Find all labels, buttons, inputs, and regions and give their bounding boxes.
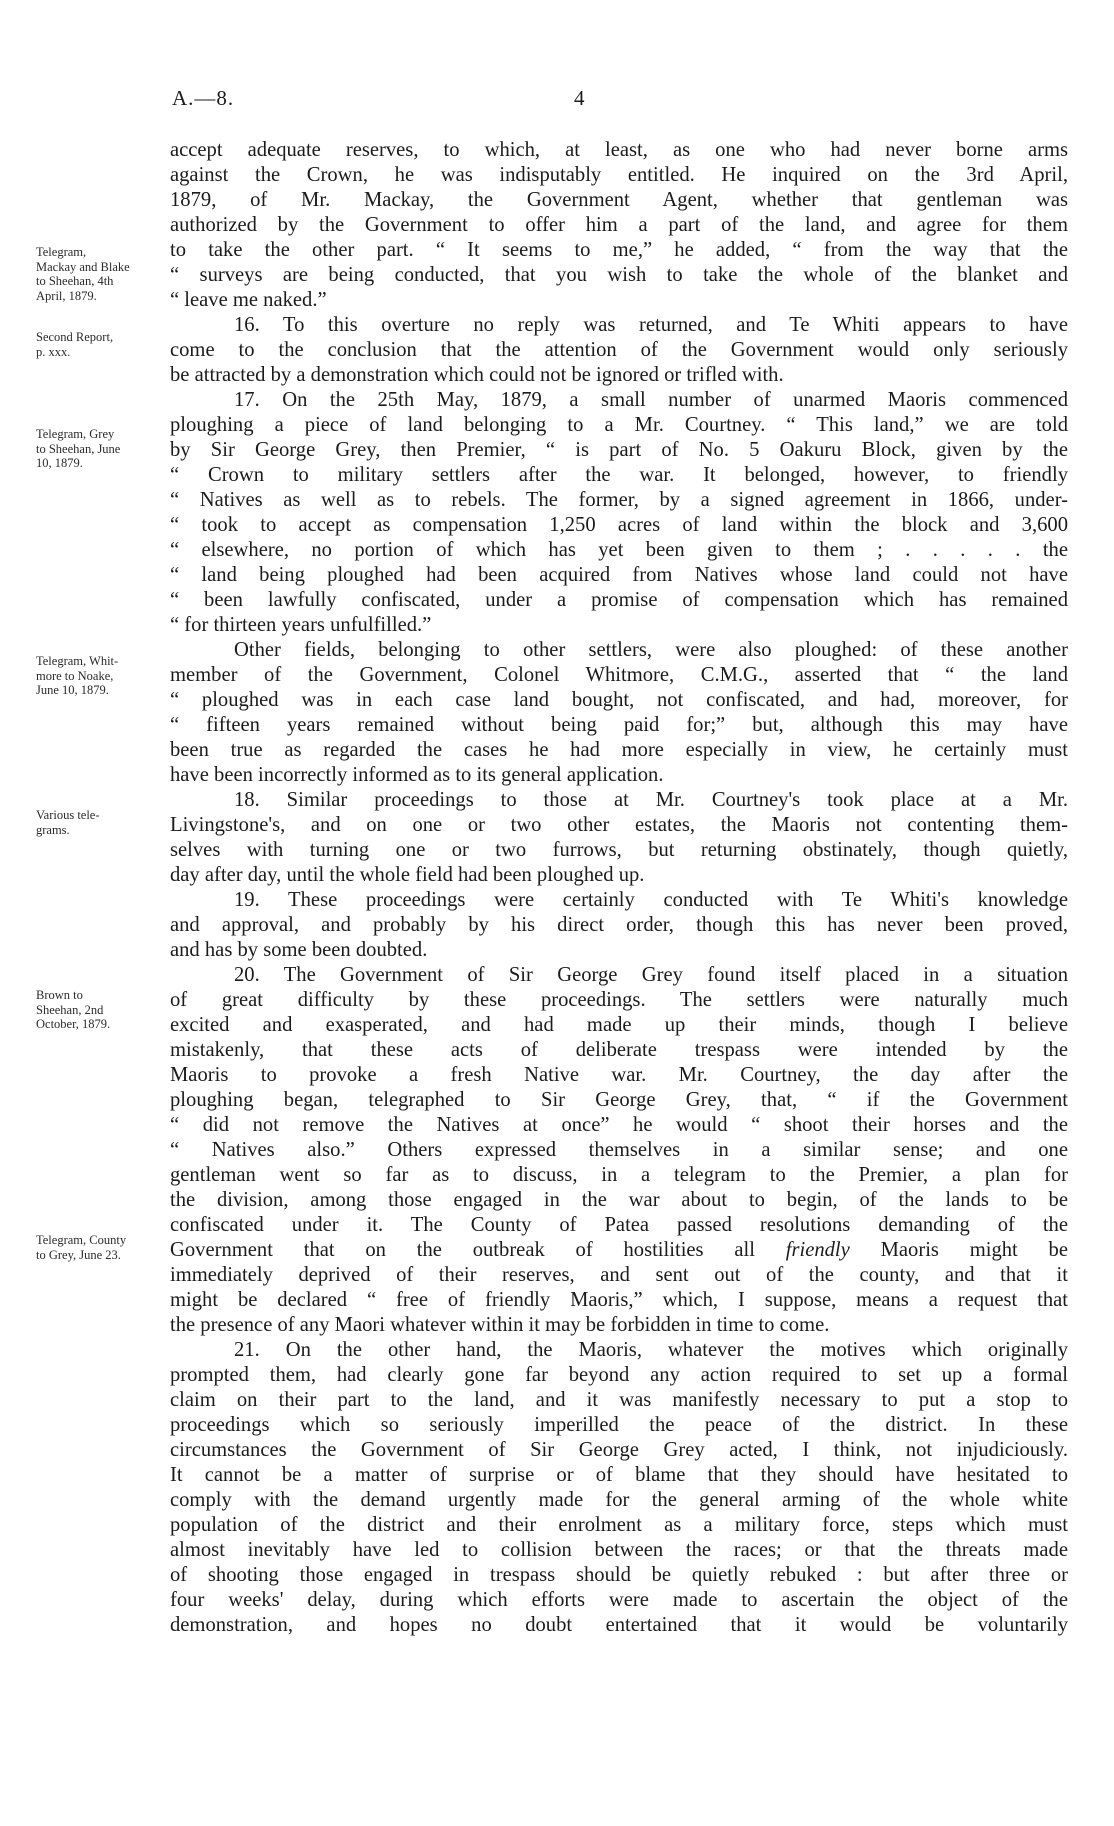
text-fragment: Maoris might be (880, 1239, 1068, 1261)
margin-note: Telegram, County to Grey, June 23. (36, 1233, 127, 1262)
text-line: 1879, of Mr. Mackay, the Government Agent, whether that gentleman was (170, 189, 1068, 211)
text-line: “ Natives as well as to rebels. The former, by a signed agreement in 1866, under- (170, 489, 1068, 511)
page-number: 4 (574, 86, 585, 110)
margin-note: Brown to Sheehan, 2nd October, 1879. (36, 988, 111, 1031)
text-line: comply with the demand urgently made for the general arming of the whole white (170, 1489, 1068, 1511)
text-line: confiscated under it. The County of Patea passed resolutions demanding of the (170, 1214, 1068, 1236)
text-line: have been incorrectly informed as to its general application. (170, 764, 664, 786)
text-line: day after day, until the whole field had been ploughed up. (170, 864, 645, 886)
text-line: “ took to accept as compensation 1,250 acres of land within the block and 3,600 (170, 514, 1068, 536)
text-line: authorized by the Government to offer him a part of the land, and agree for them (170, 214, 1068, 236)
page-header (0, 86, 1114, 116)
text-line-with-italic (170, 1238, 1068, 1263)
text-line: circumstances the Government of Sir George Grey acted, I think, not injudiciously. (170, 1439, 1068, 1461)
text-line: to take the other part. “ It seems to me,” he added, “ from the way that the (170, 239, 1068, 261)
text-line: ploughing began, telegraphed to Sir George Grey, that, “ if the Government (170, 1089, 1068, 1111)
text-line: against the Crown, he was indisputably entitled. He inquired on the 3rd April, (170, 164, 1068, 186)
margin-note: Second Report, p. xxx. (36, 330, 114, 359)
text-line: gentleman went so far as to discuss, in a telegram to the Premier, a plan for (170, 1164, 1068, 1186)
text-line: “ leave me naked.” (170, 289, 327, 311)
text-line: member of the Government, Colonel Whitmore, C.M.G., asserted that “ the land (170, 664, 1068, 686)
text-line: by Sir George Grey, then Premier, “ is part of No. 5 Oakuru Block, given by the (170, 439, 1068, 461)
italic-word: friendly (785, 1239, 850, 1261)
text-line (170, 1638, 1068, 1663)
text-line: “ fifteen years remained without being paid for;” but, although this may have (170, 714, 1068, 736)
text-line: and has by some been doubted. (170, 939, 428, 961)
text-line: It cannot be a matter of surprise or of blame that they should have hesitated to (170, 1464, 1068, 1486)
margin-note: Telegram, Whit- more to Noake, June 10, 1879. (36, 654, 119, 697)
text-line: “ Crown to military settlers after the war. It belonged, however, to friendly (170, 464, 1068, 486)
text-line: come to the conclusion that the attention of the Government would only seriously (170, 339, 1068, 361)
text-line: Maoris to provoke a fresh Native war. Mr. Courtney, the day after the (170, 1064, 1068, 1086)
text-line: and approval, and probably by his direct order, though this has never been proved, (170, 914, 1068, 936)
text-line: of shooting those engaged in trespass should be quietly rebuked : but after three or (170, 1564, 1068, 1586)
paragraph-18-start: 18. Similar proceedings to those at Mr. Courtney's took place at a Mr. (234, 789, 1068, 811)
text-line: prompted them, had clearly gone far beyond any action required to set up a formal (170, 1364, 1068, 1386)
text-line: Livingstone's, and on one or two other estates, the Maoris not contenting them- (170, 814, 1068, 836)
text-line: excited and exasperated, and had made up their minds, though I believe (170, 1014, 1068, 1036)
text-line: selves with turning one or two furrows, but returning obstinately, though quietly, (170, 839, 1068, 861)
text-line: might be declared “ free of friendly Maoris,” which, I suppose, means a request that (170, 1289, 1068, 1311)
text-line: accept adequate reserves, to which, at least, as one who had never borne arms (170, 139, 1068, 161)
document-reference: A.—8. (172, 86, 235, 110)
text-line: the presence of any Maori whatever within it may be forbidden in time to come. (170, 1314, 830, 1336)
text-line: ploughing a piece of land belonging to a Mr. Courtney. “ This land,” we are told (170, 414, 1068, 436)
text-fragment: Government that on the outbreak of hostilities all (170, 1239, 755, 1261)
text-line: mistakenly, that these acts of deliberate trespass were intended by the (170, 1039, 1068, 1061)
text-line: “ been lawfully confiscated, under a promise of compensation which has remained (170, 589, 1068, 611)
text-line: “ did not remove the Natives at once” he would “ shoot their horses and the (170, 1114, 1068, 1136)
paragraph-21-start: 21. On the other hand, the Maoris, whatever the motives which originally (234, 1339, 1068, 1361)
text-line: be attracted by a demonstration which could not be ignored or trifled with. (170, 364, 784, 386)
text-line: “ land being ploughed had been acquired from Natives whose land could not have (170, 564, 1068, 586)
margin-note: Various tele- grams. (36, 808, 100, 837)
paragraph-19-start: 19. These proceedings were certainly conducted with Te Whiti's knowledge (234, 889, 1068, 911)
text-line: four weeks' delay, during which efforts were made to ascertain the object of the (170, 1589, 1068, 1611)
margin-note: Telegram, Grey to Sheehan, June 10, 1879. (36, 427, 121, 470)
text-line: claim on their part to the land, and it was manifestly necessary to put a stop to (170, 1389, 1068, 1411)
text-line: been true as regarded the cases he had more especially in view, he certainly must (170, 739, 1068, 761)
paragraph-start: Other fields, belonging to other settlers, were also ploughed: of these another (234, 639, 1068, 661)
paragraph-17-start: 17. On the 25th May, 1879, a small number of unarmed Maoris commenced (234, 389, 1068, 411)
paragraph-20-start: 20. The Government of Sir George Grey found itself placed in a situation (234, 964, 1068, 986)
text-line: proceedings which so seriously imperilled the peace of the district. In these (170, 1414, 1068, 1436)
body-text (170, 138, 1068, 1663)
text-line: “ for thirteen years unfulfilled.” (170, 614, 432, 636)
text-line: the division, among those engaged in the war about to begin, of the lands to be (170, 1189, 1068, 1211)
text-line: “ ploughed was in each case land bought, not confiscated, and had, moreover, for (170, 689, 1068, 711)
text-line: “ Natives also.” Others expressed themselves in a similar sense; and one (170, 1139, 1068, 1161)
paragraph-16-start: 16. To this overture no reply was returned, and Te Whiti appears to have (234, 314, 1068, 336)
text-line: “ elsewhere, no portion of which has yet been given to them ; . . . . . the (170, 539, 1068, 561)
text-line: immediately deprived of their reserves, and sent out of the county, and that it (170, 1264, 1068, 1286)
text-line: population of the district and their enrolment as a military force, steps which must (170, 1514, 1068, 1536)
text-line: of great difficulty by these proceedings. The settlers were naturally much (170, 989, 1068, 1011)
text-line: “ surveys are being conducted, that you wish to take the whole of the blanket and (170, 264, 1068, 286)
text-line: demonstration, and hopes no doubt entertained that it would be voluntarily (170, 1614, 1068, 1636)
margin-note: Telegram, Mackay and Blake to Sheehan, 4th April, 1879. (36, 245, 130, 303)
text-line: almost inevitably have led to collision between the races; or that the threats made (170, 1539, 1068, 1561)
